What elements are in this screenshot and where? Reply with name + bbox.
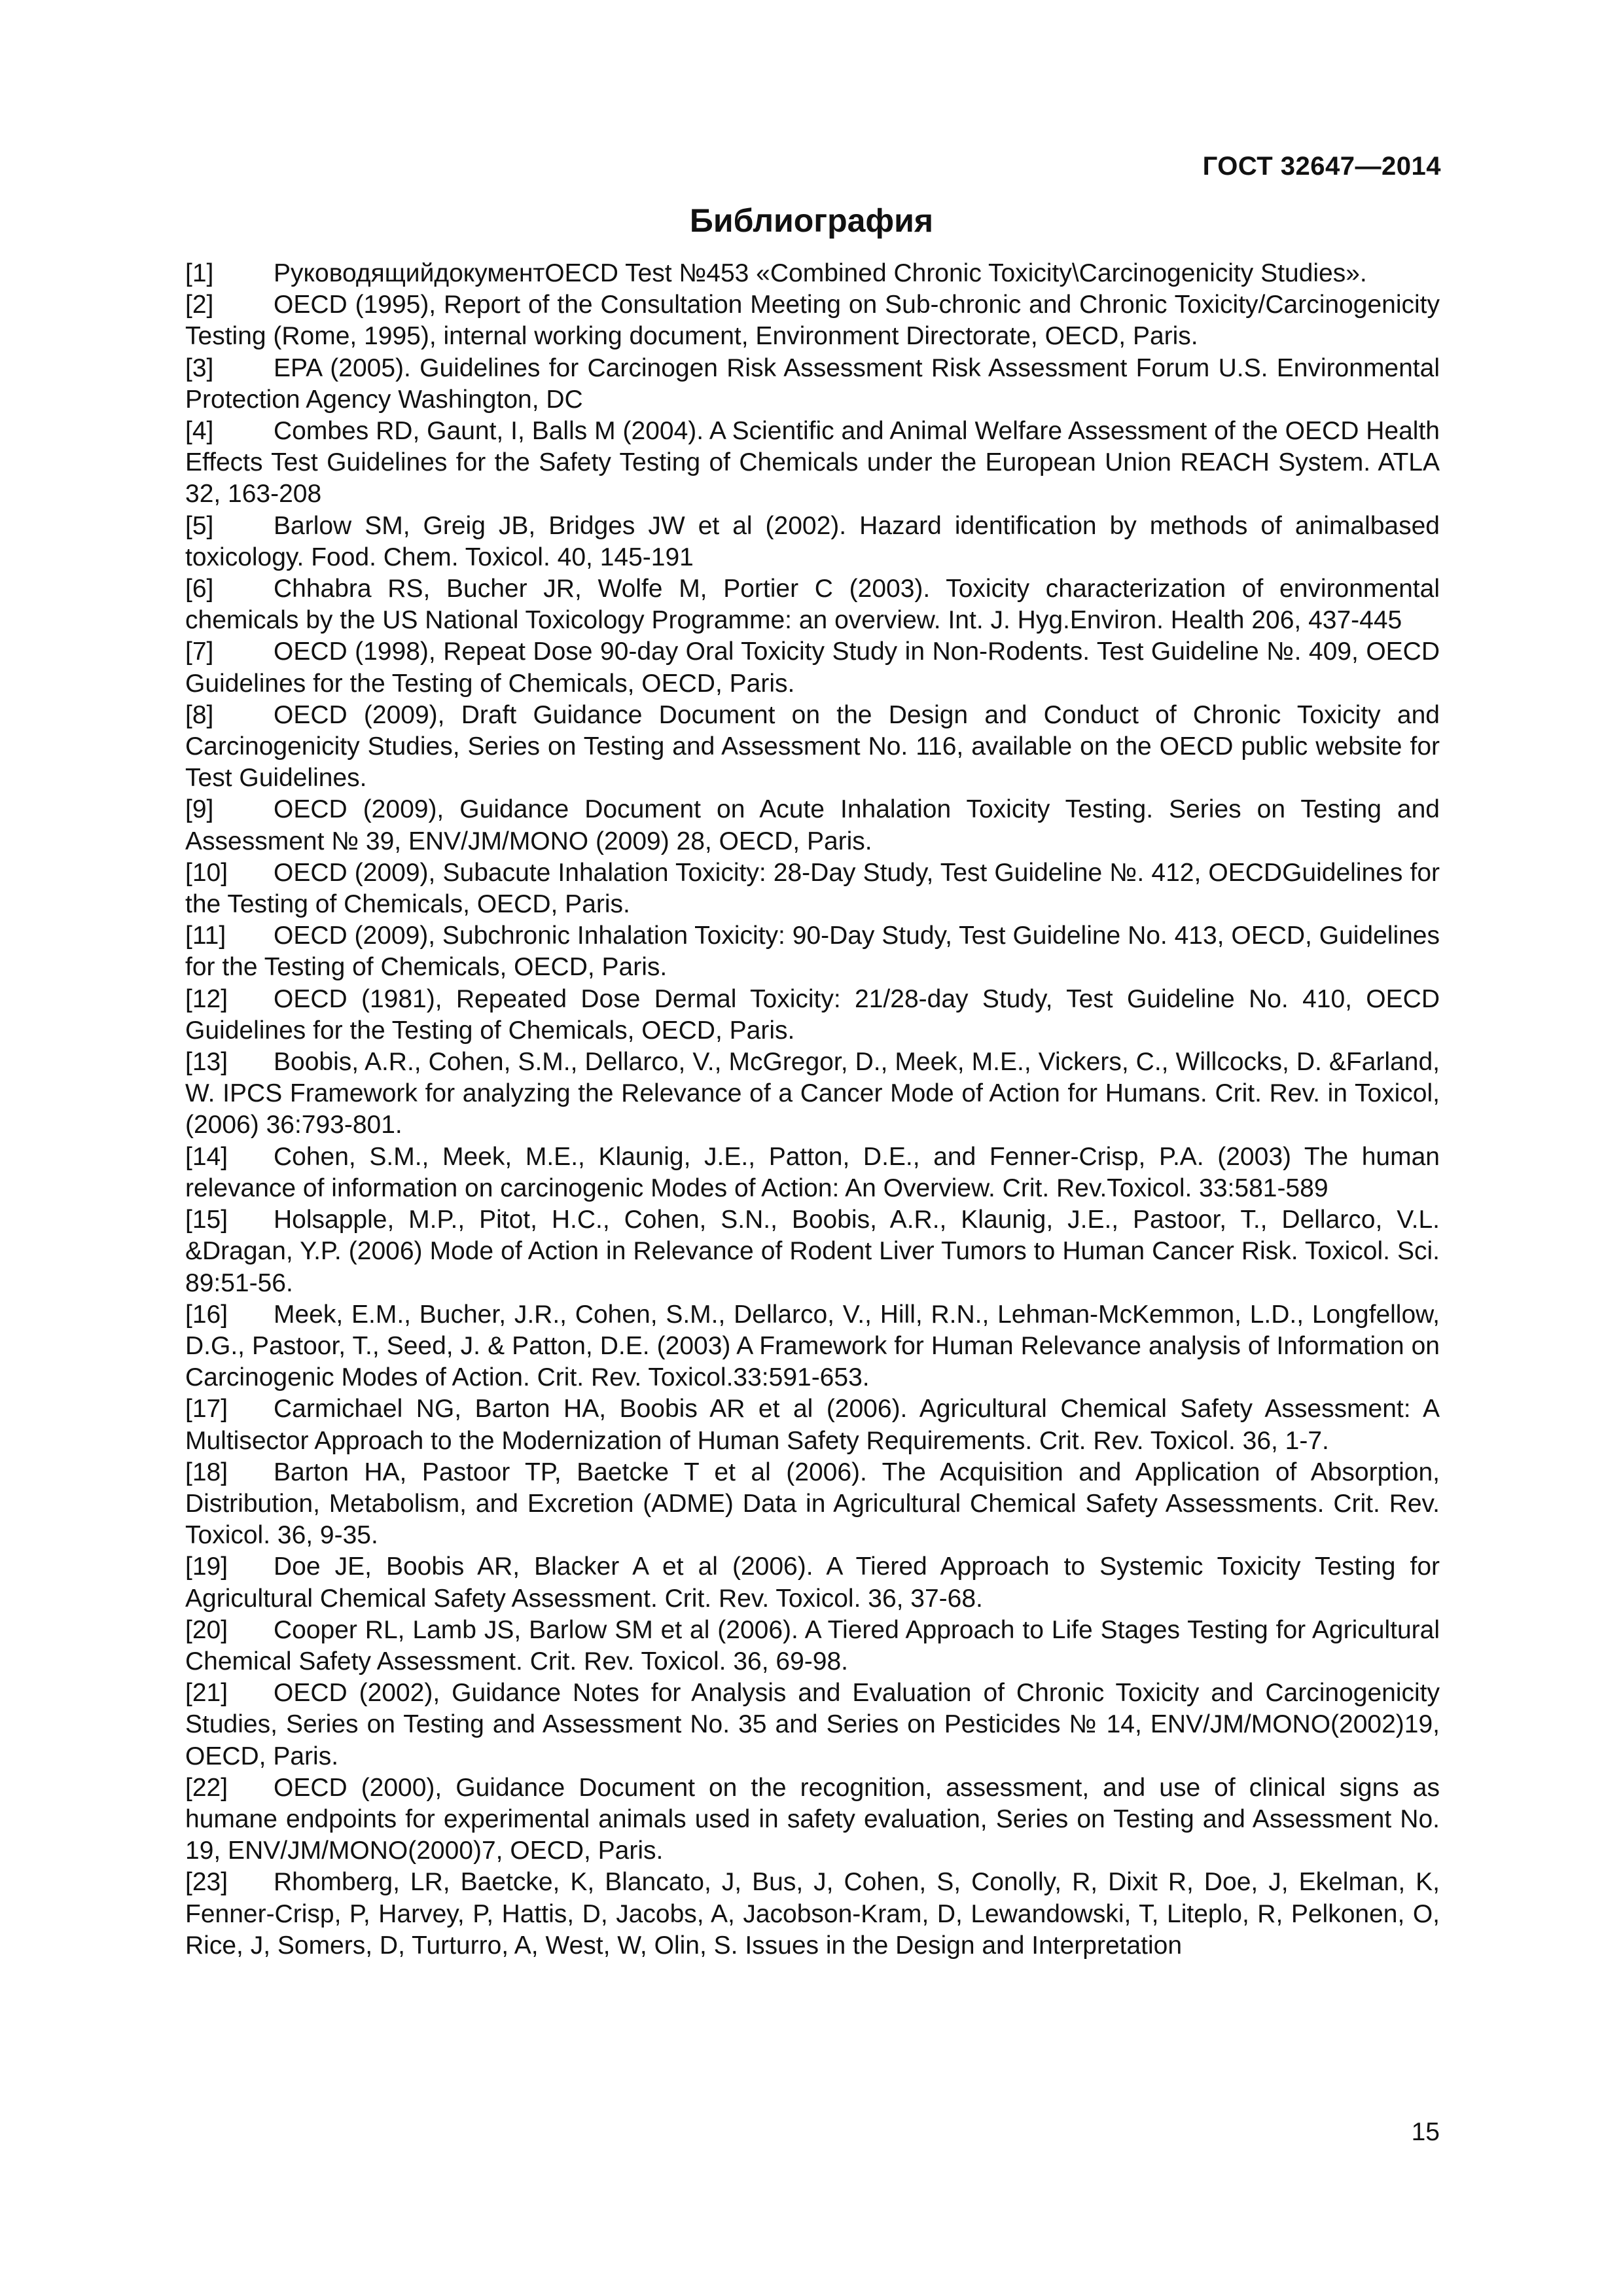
reference-text: Boobis, A.R., Cohen, S.M., Dellarco, V., McGregor, D., Meek, M.E., Vickers, C., Willcocks, D. &Farland, W. IPCS Framework for analyzing the Relevance of a Cancer Mode of Action for Humans. Crit. Rev. in Toxicol, (2006) 36:793-801. <box>185 1048 1440 1139</box>
bibliography-entry <box>185 1677 1440 1772</box>
bibliography-entry <box>185 1457 1440 1552</box>
reference-text: Rhomberg, LR, Baetcke, K, Blancato, J, Bus, J, Cohen, S, Conolly, R, Dixit R, Doe, J, Ekelman, K, Fenner-Crisp, P, Harvey, P, Hattis, D, Jacobs, A, Jacobson-Kram, D, Lewandowski, T, Liteplo, R, Pelkonen, O, Rice, J, Somers, D, Turturro, A, West, W, Olin, S. Issues in the Design and Interpretation <box>185 1868 1440 1960</box>
reference-number: [10] <box>185 858 228 887</box>
reference-number: [12] <box>185 984 228 1013</box>
reference-text: OECD (1995), Report of the Consultation Meeting on Sub-chronic and Chronic Toxicity/Carcinogenicity Testing (Rome, 1995), internal working document, Environment Directorate, OECD, Paris. <box>185 291 1440 351</box>
reference-number: [9] <box>185 795 214 824</box>
reference-number: [22] <box>185 1773 228 1802</box>
bibliography-entry <box>185 636 1440 699</box>
document-code-header: ГОСТ 32647—2014 <box>1202 152 1441 181</box>
reference-text: OECD (2009), Subacute Inhalation Toxicity: 28-Day Study, Test Guideline №. 412, OECDGuidelines for the Testing of Chemicals, OECD, Paris. <box>185 858 1440 919</box>
bibliography-entry <box>185 353 1440 416</box>
reference-text: Meek, E.M., Bucher, J.R., Cohen, S.M., Dellarco, V., Hill, R.N., Lehman-McKemmon, L.D., Longfellow, D.G., Pastoor, T., Seed, J. & Patton, D.E. (2003) A Framework for Human Relevance analysis of Information on Carcinogenic Modes of Action. Crit. Rev. Toxicol.33:591-653. <box>185 1300 1440 1392</box>
reference-text: Cohen, S.M., Meek, M.E., Klaunig, J.E., Patton, D.E., and Fenner-Crisp, P.A. (2003) The human relevance of information on carcinogenic Modes of Action: An Overview. Crit. Rev.Toxicol. 33:581-589 <box>185 1142 1440 1202</box>
reference-number: [2] <box>185 291 214 319</box>
page-number: 15 <box>1411 2118 1440 2146</box>
bibliography-entry <box>185 258 1440 289</box>
reference-text: OECD (2000), Guidance Document on the recognition, assessment, and use of clinical signs as humane endpoints for experimental animals used in safety evaluation, Series on Testing and Assessment No. 19, ENV/JM/MONO(2000)7, OECD, Paris. <box>185 1773 1440 1865</box>
reference-number: [8] <box>185 700 214 729</box>
reference-number: [15] <box>185 1206 228 1234</box>
bibliography-entry <box>185 1867 1440 1962</box>
page-title: Библиография <box>689 202 934 239</box>
reference-number: [1] <box>185 259 214 287</box>
bibliography-entry <box>185 857 1440 920</box>
bibliography-entry <box>185 1141 1440 1204</box>
bibliography-list <box>185 258 1440 1962</box>
bibliography-entry <box>185 1551 1440 1614</box>
reference-number: [23] <box>185 1868 228 1897</box>
reference-number: [7] <box>185 637 214 666</box>
reference-text: OECD (1998), Repeat Dose 90-day Oral Toxicity Study in Non-Rodents. Test Guideline №. 409, OECD Guidelines for the Testing of Chemicals, OECD, Paris. <box>185 637 1440 698</box>
reference-number: [14] <box>185 1142 228 1171</box>
reference-text: Barlow SM, Greig JB, Bridges JW et al (2002). Hazard identification by methods of animalbased toxicology. Food. Chem. Toxicol. 40, 145-191 <box>185 511 1440 571</box>
reference-text: OECD (1981), Repeated Dose Dermal Toxicity: 21/28-day Study, Test Guideline No. 410, OECD Guidelines for the Testing of Chemicals, OECD, Paris. <box>185 984 1440 1045</box>
reference-number: [13] <box>185 1048 228 1077</box>
reference-text: РуководящийдокументOECD Test №453 «Combined Chronic Toxicity\Carcinogenicity Studies». <box>274 259 1367 287</box>
bibliography-entry <box>185 1393 1440 1456</box>
reference-text: OECD (2009), Draft Guidance Document on the Design and Conduct of Chronic Toxicity and Carcinogenicity Studies, Series on Testing and Assessment No. 116, available on the OECD public website for Test Guidelines. <box>185 700 1440 793</box>
reference-number: [20] <box>185 1615 228 1644</box>
bibliography-entry <box>185 1299 1440 1394</box>
reference-number: [21] <box>185 1679 228 1708</box>
reference-text: Combes RD, Gaunt, I, Balls M (2004). A Scientific and Animal Welfare Assessment of the OECD Health Effects Test Guidelines for the Safety Testing of Chemicals under the European Union REACH System. ATLA 32, 163-208 <box>185 417 1440 509</box>
reference-text: Holsapple, M.P., Pitot, H.C., Cohen, S.N., Boobis, A.R., Klaunig, J.E., Pastoor, T., Dellarco, V.L. &Dragan, Y.P. (2006) Mode of Action in Relevance of Rodent Liver Tumors to Human Cancer Risk. Toxicol. Sci. 89:51-56. <box>185 1206 1440 1297</box>
reference-text: OECD (2009), Guidance Document on Acute Inhalation Toxicity Testing. Series on Testing and Assessment № 39, ENV/JM/MONO (2009) 28, OECD, Paris. <box>185 795 1440 855</box>
bibliography-entry <box>185 416 1440 511</box>
reference-number: [11] <box>185 922 226 950</box>
bibliography-entry <box>185 1615 1440 1677</box>
reference-text: Doe JE, Boobis AR, Blacker A et al (2006). A Tiered Approach to Systemic Toxicity Testing for Agricultural Chemical Safety Assessment. Crit. Rev. Toxicol. 36, 37-68. <box>185 1552 1440 1613</box>
reference-number: [19] <box>185 1552 228 1581</box>
bibliography-entry <box>185 794 1440 857</box>
reference-text: EPA (2005). Guidelines for Carcinogen Risk Assessment Risk Assessment Forum U.S. Environmental Protection Agency Washington, DC <box>185 353 1440 414</box>
reference-number: [16] <box>185 1300 228 1329</box>
reference-number: [6] <box>185 575 214 603</box>
reference-number: [17] <box>185 1395 228 1424</box>
bibliography-entry <box>185 984 1440 1047</box>
reference-text: Chhabra RS, Bucher JR, Wolfe M, Portier C (2003). Toxicity characterization of environmental chemicals by the US National Toxicology Programme: an overview. Int. J. Hyg.Environ. Health 206, 437-445 <box>185 575 1440 635</box>
reference-number: [4] <box>185 417 214 446</box>
bibliography-entry <box>185 700 1440 795</box>
bibliography-entry <box>185 1772 1440 1867</box>
bibliography-entry <box>185 1204 1440 1299</box>
reference-number: [18] <box>185 1458 228 1486</box>
reference-text: Carmichael NG, Barton HA, Boobis AR et al (2006). Agricultural Chemical Safety Assessment: A Multisector Approach to the Modernization of Human Safety Requirements. Crit. Rev. Toxicol. 36, 1-7. <box>185 1395 1440 1455</box>
reference-text: OECD (2009), Subchronic Inhalation Toxicity: 90-Day Study, Test Guideline No. 413, OECD, Guidelines for the Testing of Chemicals, OECD, Paris. <box>185 922 1440 982</box>
bibliography-entry <box>185 573 1440 636</box>
reference-number: [3] <box>185 353 214 382</box>
bibliography-entry <box>185 920 1440 983</box>
reference-number: [5] <box>185 511 214 540</box>
bibliography-entry <box>185 289 1440 352</box>
reference-text: OECD (2002), Guidance Notes for Analysis and Evaluation of Chronic Toxicity and Carcinogenicity Studies, Series on Testing and Assessment No. 35 and Series on Pesticides № 14, ENV/JM/MONO(2002)19, OECD, Paris. <box>185 1679 1440 1770</box>
bibliography-entry <box>185 511 1440 573</box>
bibliography-entry <box>185 1047 1440 1141</box>
reference-text: Cooper RL, Lamb JS, Barlow SM et al (2006). A Tiered Approach to Life Stages Testing for Agricultural Chemical Safety Assessment. Crit. Rev. Toxicol. 36, 69-98. <box>185 1615 1440 1676</box>
reference-text: Barton HA, Pastoor TP, Baetcke T et al (2006). The Acquisition and Application of Absorption, Distribution, Metabolism, and Excretion (ADME) Data in Agricultural Chemical Safety Assessments. Crit. Rev. Toxicol. 36, 9-35. <box>185 1458 1440 1550</box>
